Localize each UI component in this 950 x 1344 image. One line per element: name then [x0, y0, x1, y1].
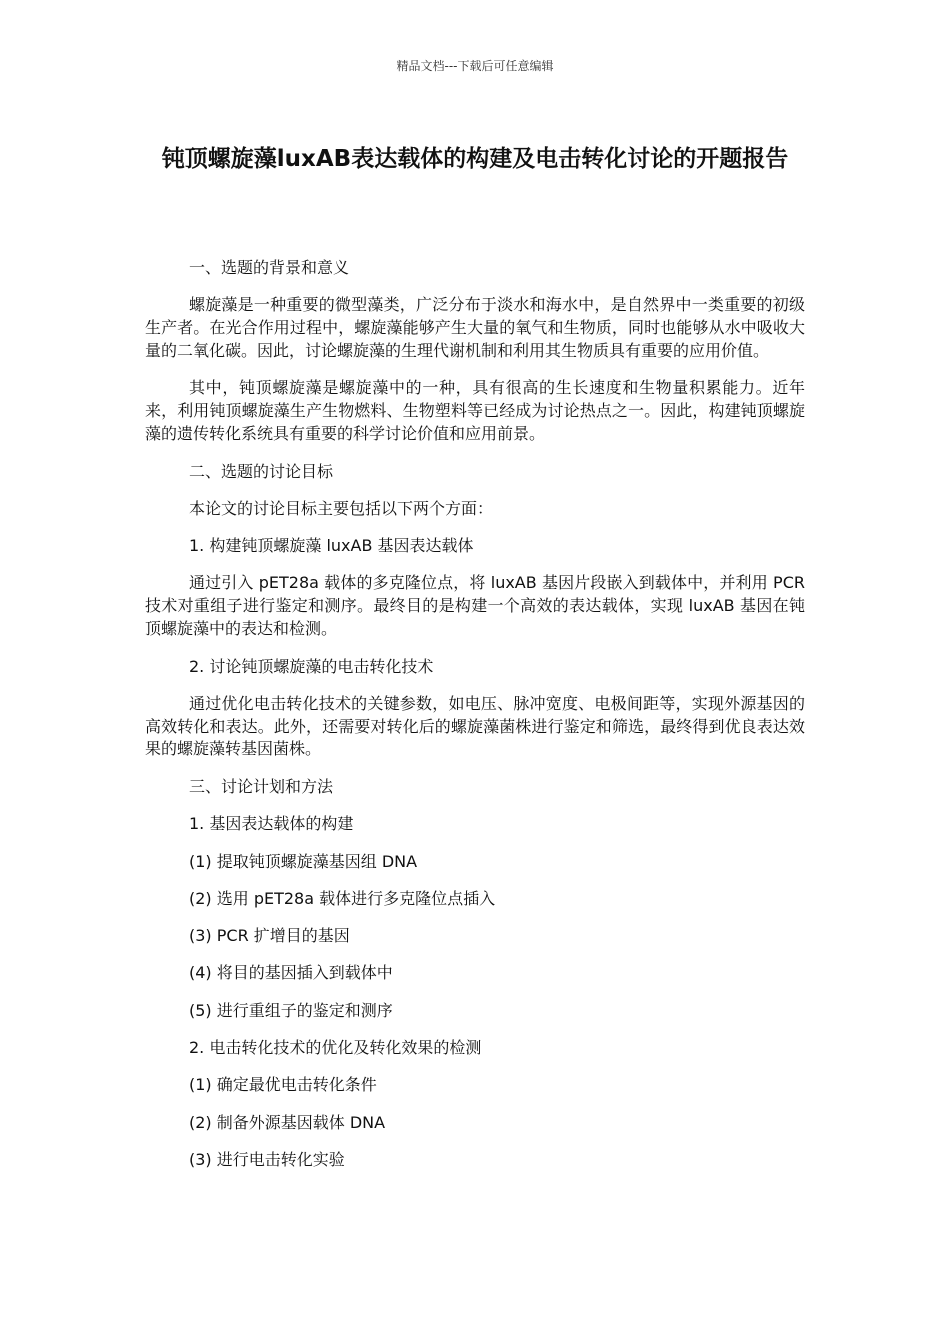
plan-step-2-1: (1) 确定最优电击转化条件	[189, 1075, 377, 1095]
section-heading-plan: 三、讨论计划和方法	[189, 776, 334, 796]
paragraph-vector-construction: 通过引入 pET28a 载体的多克隆位点，将 luxAB 基因片段嵌入到载体中，并利用 PCR 技术对重组子进行鉴定和测序。最终目的是构建一个高效的表达载体，实现 luxAB 基因在钝顶螺旋藻中的表达和检测。	[145, 573, 805, 638]
plan-step-1-2: (2) 选用 pET28a 载体进行多克隆位点插入	[189, 888, 496, 908]
plan-step-1-1: (1) 提取钝顶螺旋藻基因组 DNA	[189, 851, 418, 871]
section-heading-goals: 二、选题的讨论目标	[189, 461, 334, 481]
plan-item-1: 1. 基因表达载体的构建	[189, 814, 354, 834]
page-header-note: 精品文档---下载后可任意编辑	[396, 59, 554, 73]
plan-step-1-5: (5) 进行重组子的鉴定和测序	[189, 1000, 393, 1020]
paragraph-electroporation: 通过优化电击转化技术的关键参数，如电压、脉冲宽度、电极间距等，实现外源基因的高效转化和表达。此外，还需要对转化后的螺旋藻菌株进行鉴定和筛选，最终得到优良表达效果的螺旋藻转基因菌株。	[145, 693, 805, 759]
paragraph-obtuse-spirulina: 其中，钝顶螺旋藻是螺旋藻中的一种，具有很高的生长速度和生物量积累能力。近年来，利用钝顶螺旋藻生产生物燃料、生物塑料等已经成为讨论热点之一。因此，构建钝顶螺旋藻的遗传转化系统具有重要的科学讨论价值和应用前景。	[145, 378, 805, 443]
plan-step-2-3: (3) 进行电击转化实验	[189, 1149, 345, 1169]
plan-item-2: 2. 电击转化技术的优化及转化效果的检测	[189, 1038, 482, 1057]
paragraph-spirulina-intro: 螺旋藻是一种重要的微型藻类，广泛分布于淡水和海水中，是自然界中一类重要的初级生产者。在光合作用过程中，螺旋藻能够产生大量的氧气和生物质，同时也能够从水中吸收大量的二氧化碳。因此，讨论螺旋藻的生理代谢机制和利用其生物质具有重要的应用价值。	[145, 295, 805, 360]
plan-step-1-3: (3) PCR 扩增目的基因	[189, 926, 350, 946]
plan-step-1-4: (4) 将目的基因插入到载体中	[189, 963, 393, 983]
goal-item-2: 2. 讨论钝顶螺旋藻的电击转化技术	[189, 656, 434, 676]
document-body	[145, 257, 805, 1186]
goals-intro-line: 本论文的讨论目标主要包括以下两个方面：	[189, 498, 494, 518]
document-title: 钝顶螺旋藻luxAB表达载体的构建及电击转化讨论的开题报告	[161, 146, 789, 172]
section-heading-background: 一、选题的背景和意义	[189, 258, 350, 277]
plan-step-2-2: (2) 制备外源基因载体 DNA	[189, 1112, 386, 1132]
goal-item-1: 1. 构建钝顶螺旋藻 luxAB 基因表达载体	[189, 536, 474, 556]
